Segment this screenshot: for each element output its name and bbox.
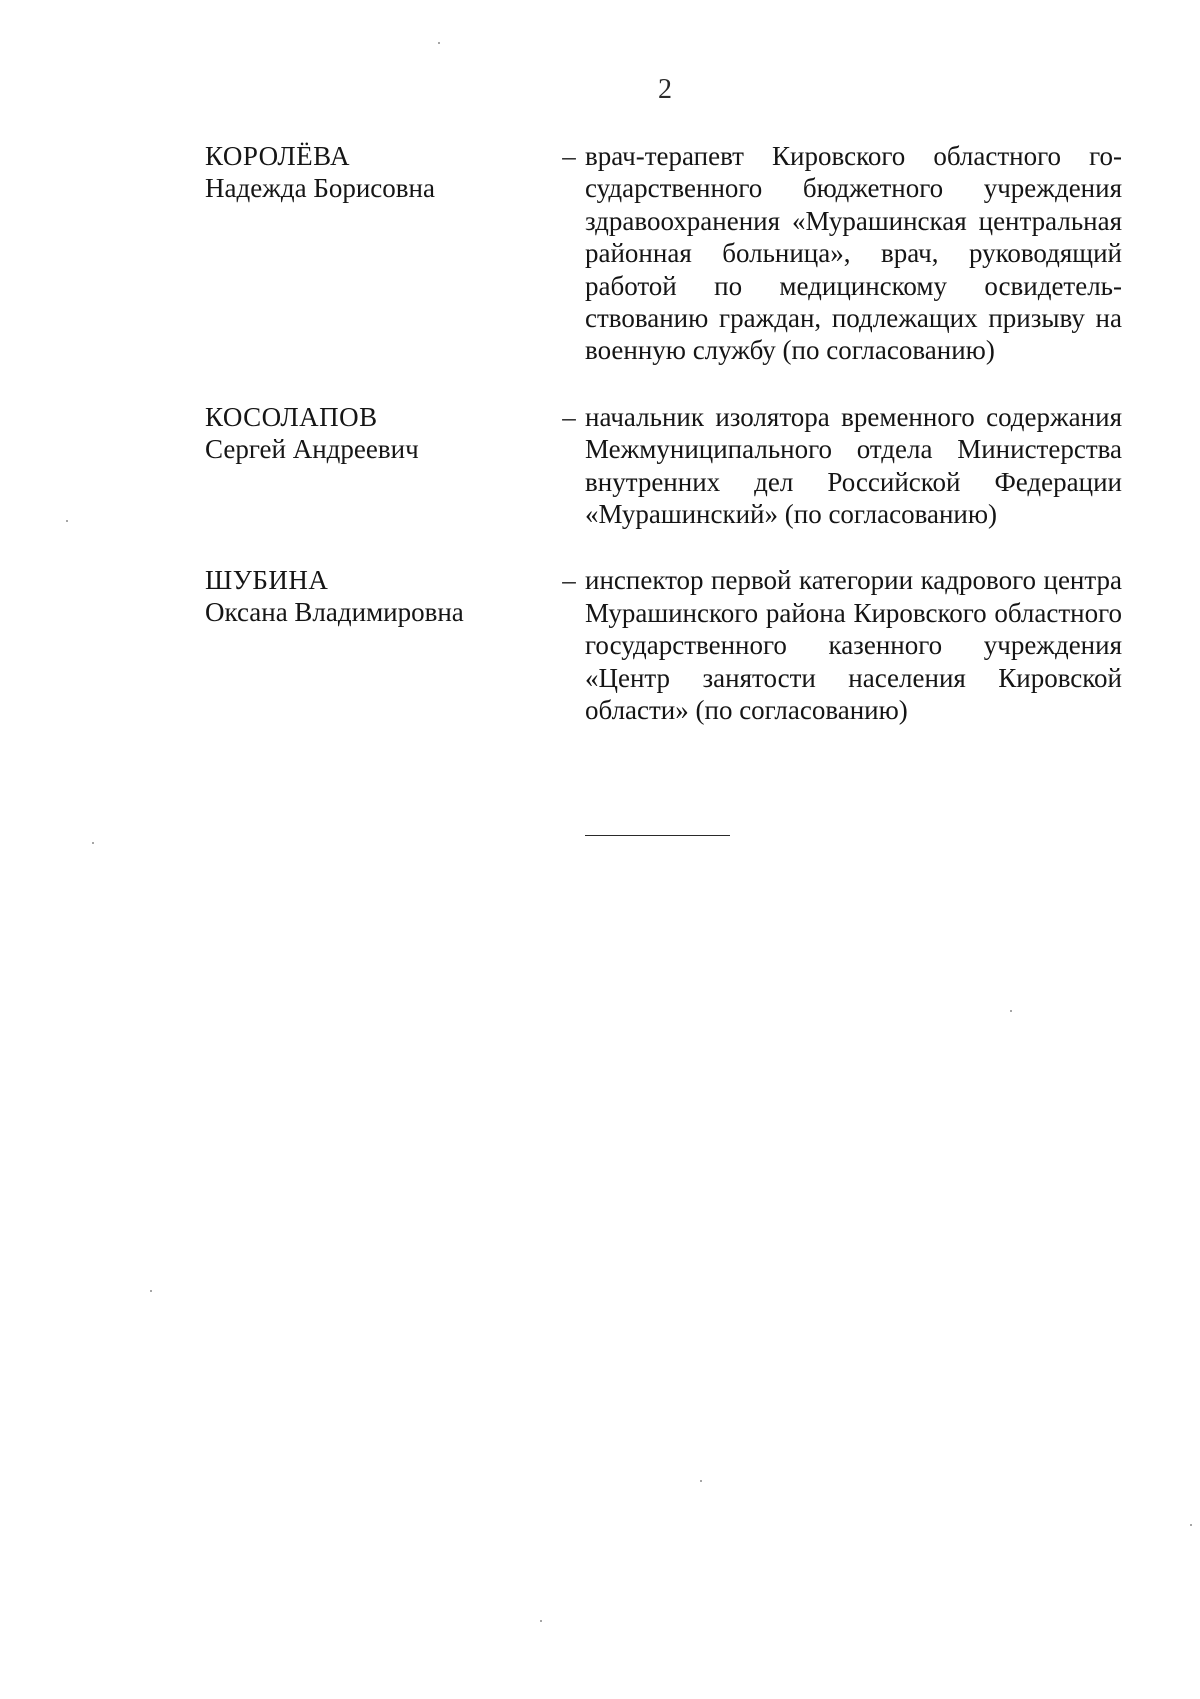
member-name <box>205 564 535 628</box>
page-number: 2 <box>658 74 672 105</box>
member-given-names: Сергей Андреевич <box>205 433 419 464</box>
scan-speck <box>92 842 94 844</box>
member-entry <box>205 140 1125 367</box>
member-dash: – <box>562 141 576 171</box>
scan-speck <box>700 1480 702 1482</box>
member-dash: – <box>562 565 576 596</box>
member-description: врач-терапевт Кировского областного государственного бюджетного учреждения здравоохранения «Мурашинская центральная районная больница», врач, руководящий работой по медицинскому освидетельствованию граждан, подлежащих призыву на военную службу (по согласованию) <box>585 141 1122 366</box>
member-given-names: Оксана Владимировна <box>205 597 464 628</box>
scan-speck <box>1190 1524 1192 1526</box>
member-entry <box>205 401 1125 531</box>
members-list <box>205 140 1125 761</box>
member-name <box>205 401 535 465</box>
scan-speck <box>540 1620 542 1622</box>
scan-speck <box>438 42 440 44</box>
end-of-list-rule <box>585 835 730 836</box>
member-name <box>205 140 535 204</box>
scan-speck <box>1010 1010 1012 1012</box>
member-description: инспектор первой категории кадрового центра Мурашинского района Кировского областного государственного казенного учреждения «Центр занятости населения Кировской области» (по согласованию) <box>585 565 1122 726</box>
member-surname: КОРОЛЁВА <box>205 141 350 171</box>
member-description: начальник изолятора временного содержания Межмуниципального отдела Министерства внутренних дел Российской Федерации «Мурашинский» (по согласованию) <box>585 401 1122 530</box>
member-surname: КОСОЛАПОВ <box>205 401 378 432</box>
member-dash: – <box>562 401 576 432</box>
member-entry <box>205 564 1125 726</box>
scan-speck <box>150 1290 152 1292</box>
scan-speck <box>66 520 68 522</box>
member-given-names: Надежда Борисовна <box>205 173 435 203</box>
member-surname: ШУБИНА <box>205 565 329 596</box>
